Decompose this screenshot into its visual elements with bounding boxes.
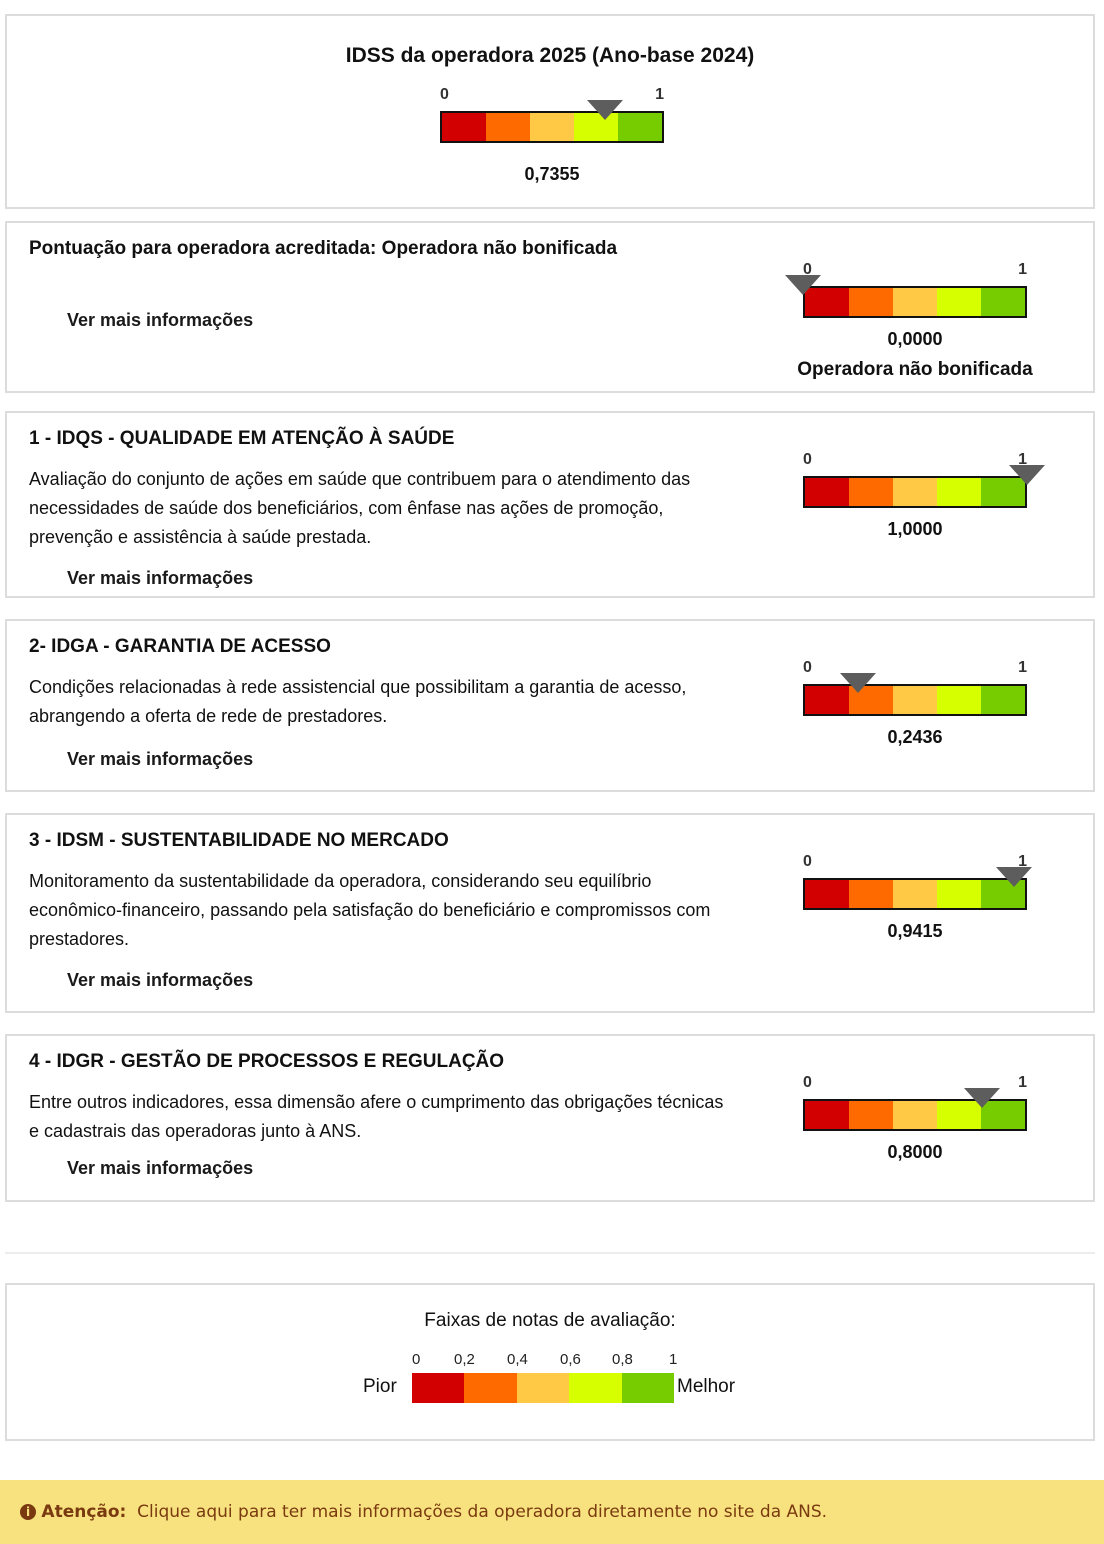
gauge-max-label: 1 [1018,451,1027,468]
info-circle-icon: i [20,1504,36,1520]
idqs-more-link[interactable]: Ver mais informações [67,568,254,588]
legend-tick: 1 [669,1351,678,1368]
legend-tick: 0 [412,1351,421,1368]
gauge-min-label: 0 [803,451,812,468]
gauge-marker-icon [964,1088,1000,1108]
legend-card [5,1283,1095,1441]
alert-label: Atenção: [41,1502,127,1522]
gauge-max-label: 1 [1018,261,1027,278]
gauge-min-label: 0 [803,853,812,870]
gauge-bar [803,476,1027,508]
legend-worst-label: Pior [363,1376,397,1397]
gauge-max-label: 1 [655,86,664,103]
legend-title: Faixas de notas de avaliação: [424,1310,676,1331]
legend-bar [412,1373,674,1403]
idsm-description: Monitoramento da sustentabilidade da operadora, considerando seu equilíbrio econômico-financeiro, passando pela satisfação do beneficiário e compromissos com prestadores. [29,871,711,949]
gauge-marker-icon [1009,465,1045,485]
legend-best-label: Melhor [677,1376,736,1397]
gauge-min-label: 0 [803,261,812,278]
idgr-gauge [803,1074,1027,1162]
page-title: IDSS da operadora 2025 (Ano-base 2024) [345,44,755,67]
idqs-title: 1 - IDQS - QUALIDADE EM ATENÇÃO À SAÚDE [29,428,455,449]
gauge-value: 0,8000 [887,1142,943,1162]
idgr-card [5,1034,1095,1202]
idsm-gauge [803,853,1027,941]
legend-tick: 0,2 [454,1351,475,1368]
ans-alert-banner[interactable] [0,1480,1104,1544]
legend-tick: 0,8 [612,1351,633,1368]
gauge-value: 0,0000 [887,329,943,349]
idss-summary-card [5,14,1095,209]
gauge-max-label: 1 [1018,853,1027,870]
idqs-gauge [803,451,1027,539]
idgr-more-link[interactable]: Ver mais informações [67,1158,254,1178]
gauge-max-label: 1 [1018,659,1027,676]
idga-more-link[interactable]: Ver mais informações [67,749,254,769]
idsm-title: 3 - IDSM - SUSTENTABILIDADE NO MERCADO [29,830,449,851]
accredited-more-link[interactable]: Ver mais informações [67,310,254,330]
gauge-bar [803,684,1027,716]
legend-tick: 0,6 [560,1351,581,1368]
idqs-description: Avaliação do conjunto de ações em saúde que contribuem para o atendimento das necessidades de saúde dos beneficiários, com ênfase nas ações de promoção, prevenção e assistência à saúde prestada. [29,469,691,547]
idga-description: Condições relacionadas à rede assistencial que possibilitam a garantia de acesso, abrangendo a oferta de rede de prestadores. [29,677,687,726]
alert-link[interactable] [20,1502,827,1522]
legend-tick: 0,4 [507,1351,528,1368]
gauge-bar [803,286,1027,318]
accredited-card [5,221,1095,393]
gauge-marker-icon [840,673,876,693]
idga-title: 2- IDGA - GARANTIA DE ACESSO [29,636,331,657]
gauge-value: 0,7355 [524,164,580,184]
gauge-bar [803,878,1027,910]
legend-ticks [412,1351,678,1371]
gauge-bar [440,111,664,143]
accredited-status: Operadora não bonificada [797,359,1033,380]
idsm-more-link[interactable]: Ver mais informações [67,970,254,990]
accredited-gauge [803,261,1027,349]
idsm-card [5,813,1095,1013]
gauge-value: 0,9415 [887,921,943,941]
gauge-value: 1,0000 [887,519,943,539]
alert-text[interactable]: Clique aqui para ter mais informações da operadora diretamente no site da ANS. [137,1502,828,1522]
idgr-title: 4 - IDGR - GESTÃO DE PROCESSOS E REGULAÇÃO [29,1051,505,1072]
idga-card [5,619,1095,792]
gauge-min-label: 0 [803,1074,812,1091]
accredited-title: Pontuação para operadora acreditada: Operadora não bonificada [29,238,618,259]
divider [5,1252,1095,1254]
gauge-min-label: 0 [440,86,449,103]
gauge-max-label: 1 [1018,1074,1027,1091]
gauge-min-label: 0 [803,659,812,676]
gauge-value: 0,2436 [887,727,943,747]
gauge-marker-icon [785,275,821,295]
idqs-card [5,411,1095,598]
gauge-marker-icon [996,867,1032,887]
gauge-marker-icon [587,100,623,120]
idga-gauge [803,659,1027,747]
idgr-description: Entre outros indicadores, essa dimensão afere o cumprimento das obrigações técnicas e cadastrais das operadoras junto à ANS. [29,1092,724,1141]
idss-gauge [440,86,664,184]
